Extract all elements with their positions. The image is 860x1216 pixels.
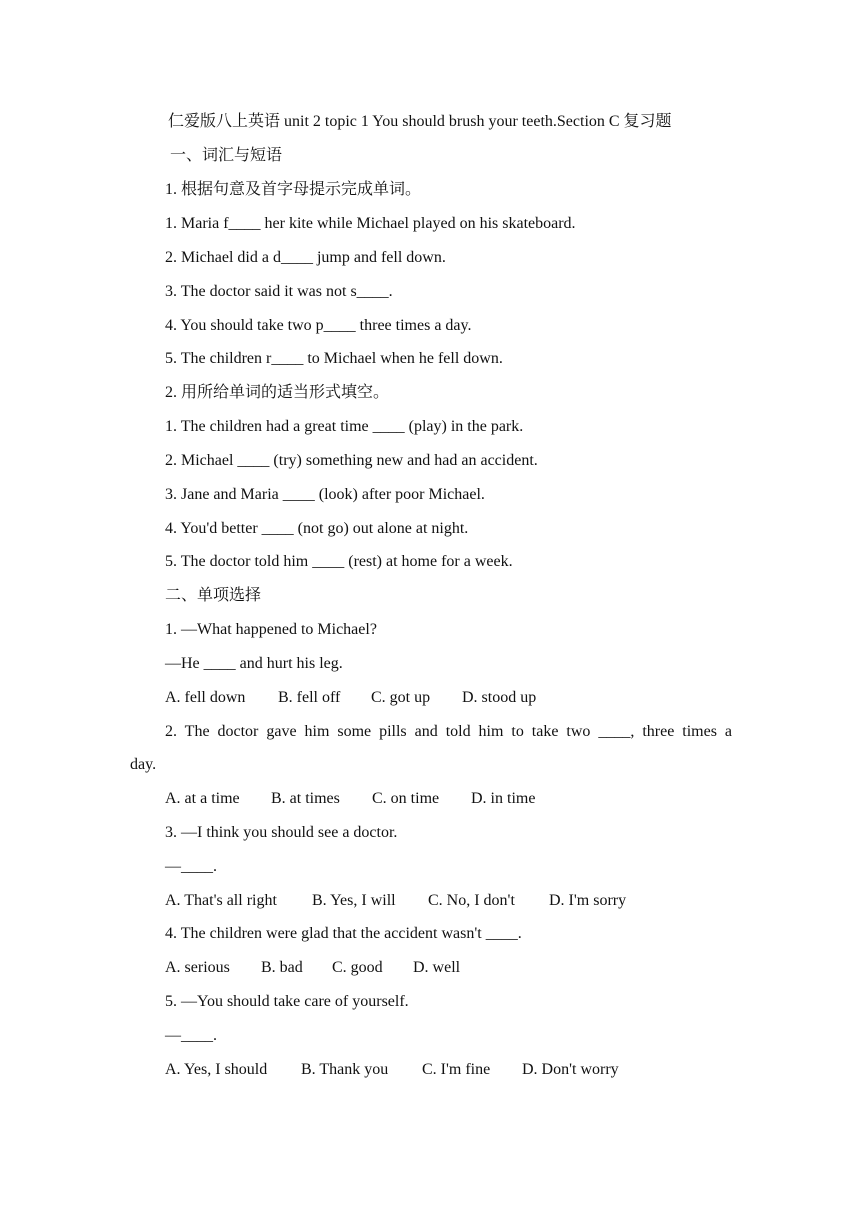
instruction-first-letter: 1. 根据句意及首字母提示完成单词。 <box>165 181 422 198</box>
option-c: C. got up <box>371 689 431 706</box>
option-c: C. No, I don't <box>428 892 515 909</box>
question-stem: 5. —You should take care of yourself. <box>165 993 409 1010</box>
exercise-item: 5. The children r____ to Michael when he fell down. <box>165 350 503 367</box>
option-a: A. serious <box>165 959 230 976</box>
option-d: D. stood up <box>462 689 537 706</box>
exercise-item: 2. Michael did a d____ jump and fell down. <box>165 249 446 266</box>
question-stem: 3. —I think you should see a doctor. <box>165 824 398 841</box>
question-stem-response: —____. <box>165 1027 217 1044</box>
option-b: B. bad <box>261 959 303 976</box>
section-heading-vocabulary: 一、词汇与短语 <box>170 147 283 164</box>
exercise-item: 4. You'd better ____ (not go) out alone at night. <box>165 520 469 537</box>
exercise-item: 1. The children had a great time ____ (play) in the park. <box>165 418 524 435</box>
option-c: C. I'm fine <box>422 1061 491 1078</box>
document-title: 仁爱版八上英语 unit 2 topic 1 You should brush your teeth.Section C 复习题 <box>168 113 672 130</box>
instruction-word-form: 2. 用所给单词的适当形式填空。 <box>165 384 390 401</box>
exercise-item: 4. You should take two p____ three times a day. <box>165 317 472 334</box>
option-b: B. fell off <box>278 689 341 706</box>
exercise-item: 3. The doctor said it was not s____. <box>165 283 393 300</box>
question-stem: 2. The doctor gave him some pills and told him to take two ____, three times a <box>165 723 732 740</box>
option-c: C. on time <box>372 790 440 807</box>
question-stem-response: —He ____ and hurt his leg. <box>165 655 343 672</box>
option-d: D. Don't worry <box>522 1061 619 1078</box>
question-stem-response: —____. <box>165 858 217 875</box>
option-c: C. good <box>332 959 383 976</box>
option-a: A. That's all right <box>165 892 277 909</box>
option-b: B. Thank you <box>301 1061 389 1078</box>
exercise-item: 3. Jane and Maria ____ (look) after poor Michael. <box>165 486 485 503</box>
option-d: D. in time <box>471 790 536 807</box>
section-heading-multiple-choice: 二、单项选择 <box>165 587 262 604</box>
option-d: D. I'm sorry <box>549 892 627 909</box>
question-stem: 4. The children were glad that the accident wasn't ____. <box>165 925 522 942</box>
exercise-item: 2. Michael ____ (try) something new and had an accident. <box>165 452 538 469</box>
option-a: A. fell down <box>165 689 246 706</box>
option-a: A. at a time <box>165 790 240 807</box>
option-b: B. Yes, I will <box>312 892 396 909</box>
exercise-item: 1. Maria f____ her kite while Michael played on his skateboard. <box>165 215 576 232</box>
question-stem-continued: day. <box>130 756 157 773</box>
option-d: D. well <box>413 959 461 976</box>
option-b: B. at times <box>271 790 340 807</box>
exercise-item: 5. The doctor told him ____ (rest) at home for a week. <box>165 553 513 570</box>
option-a: A. Yes, I should <box>165 1061 268 1078</box>
question-stem: 1. —What happened to Michael? <box>165 621 377 638</box>
